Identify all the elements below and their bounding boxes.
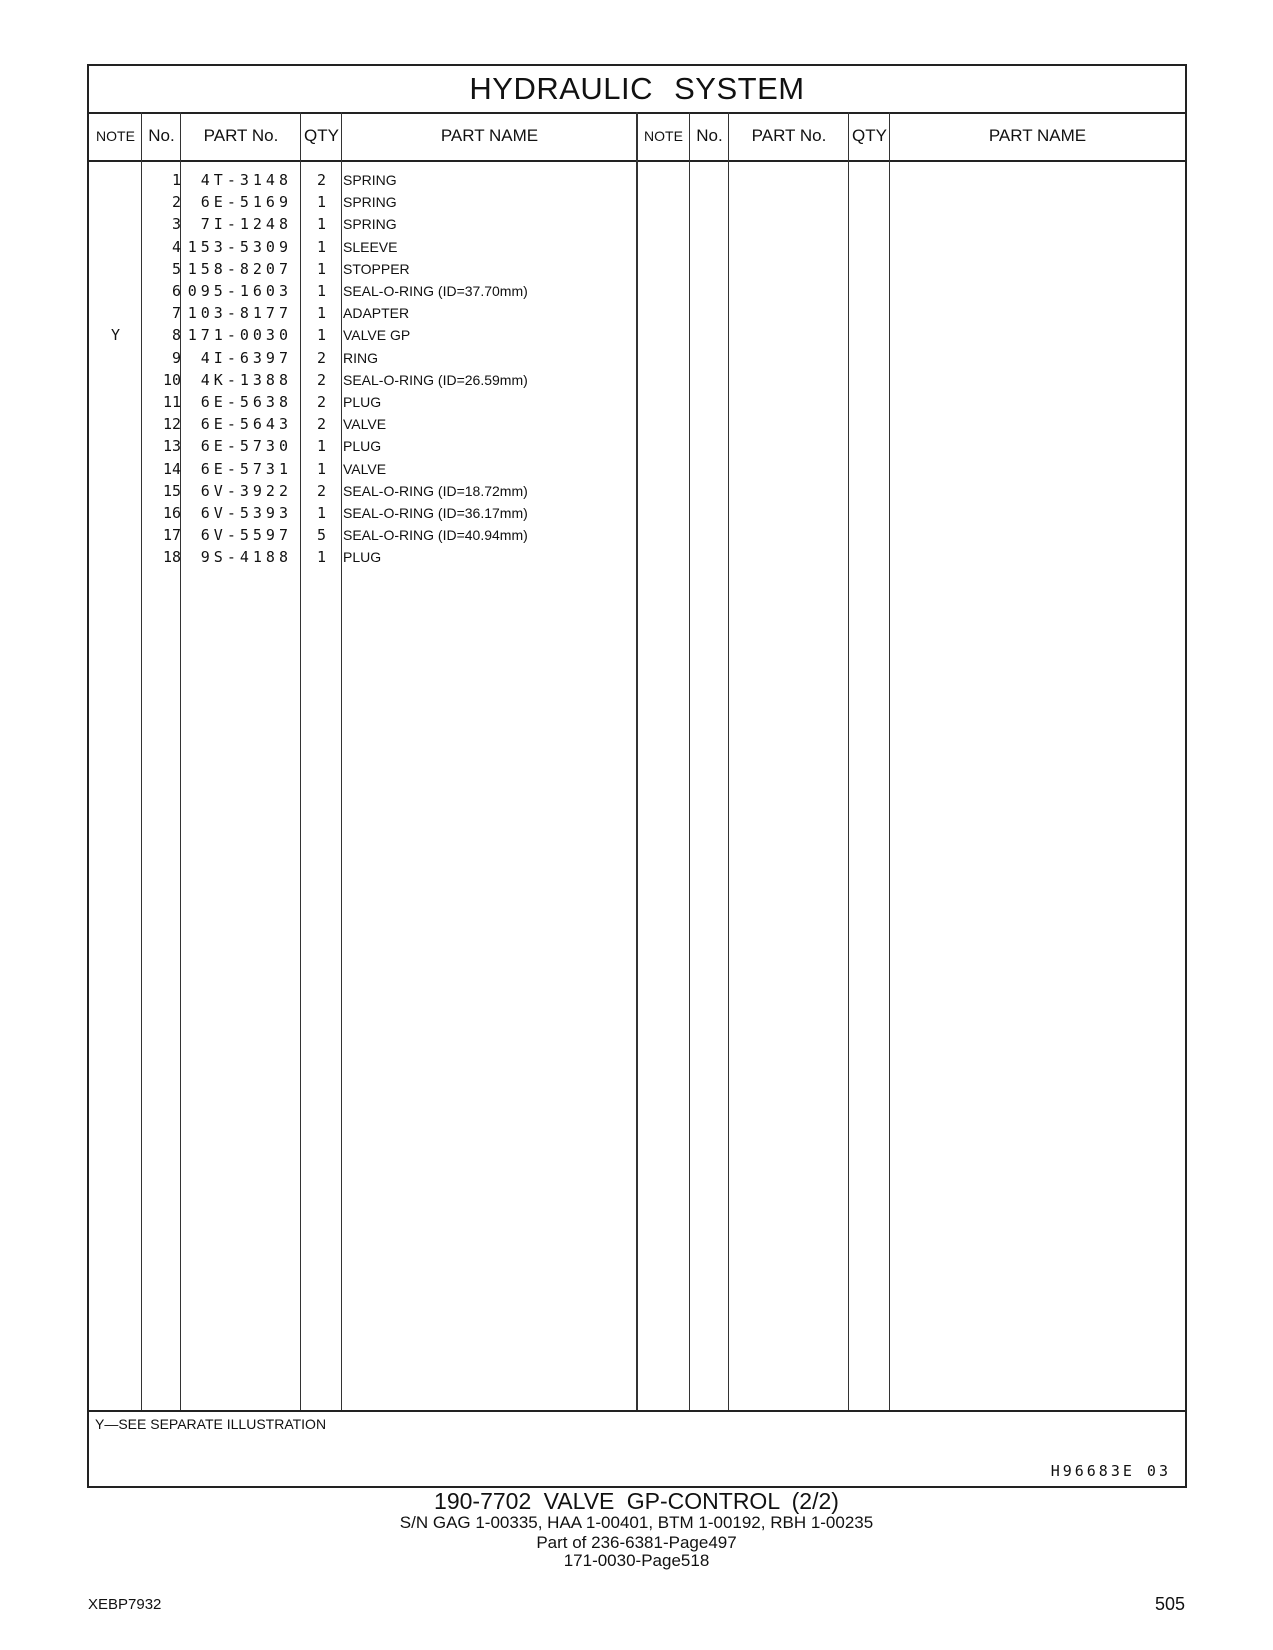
item-number-cell: 18: [162, 548, 181, 567]
quantity-cell: 1: [316, 459, 326, 478]
header-part-no-left: PART No.: [203, 126, 279, 145]
part-name-cell: ADAPTER: [343, 305, 410, 322]
table-row: [89, 480, 719, 503]
part-number-cell: 6E-5169: [200, 193, 292, 212]
caption-reference: 171-0030-Page518: [563, 1551, 710, 1570]
table-row: [89, 369, 719, 392]
item-number-cell: 2: [171, 193, 181, 212]
note-cell: [89, 524, 142, 547]
part-name-cell: PLUG: [343, 549, 382, 566]
part-number-cell: 6E-5638: [200, 393, 292, 411]
quantity-cell: 2: [316, 370, 326, 389]
part-number-cell: 4I-6397: [200, 348, 292, 367]
part-number-cell: 6E-5730: [200, 437, 292, 456]
part-number-cell: 103-8177: [187, 304, 292, 323]
part-number-cell: 7I-1248: [200, 215, 292, 234]
parts-table: [87, 64, 1187, 1488]
item-number-cell: 16: [162, 504, 181, 522]
part-name-cell: SPRING: [343, 172, 397, 188]
part-number-cell: 6V-5597: [200, 526, 292, 545]
note-cell: [89, 347, 142, 370]
header-qty-left: QTY: [304, 126, 339, 145]
table-row: [89, 169, 719, 192]
quantity-cell: 1: [316, 237, 326, 256]
part-name-cell: VALVE: [343, 416, 387, 433]
item-number-cell: 10: [162, 370, 181, 389]
table-row: [89, 391, 719, 414]
item-number-cell: 8: [171, 326, 181, 345]
note-cell: [89, 458, 142, 481]
item-number-cell: 5: [171, 259, 181, 278]
note-cell: [89, 502, 142, 525]
document-id: XEBP7932: [88, 1596, 162, 1613]
note-cell: [89, 546, 142, 569]
note-cell: [89, 236, 142, 259]
quantity-cell: 1: [316, 193, 326, 212]
caption-title: 190-7702 VALVE GP-CONTROL (2/2): [434, 1488, 839, 1514]
item-number-cell: 9: [171, 348, 181, 367]
part-name-cell: VALVE GP: [343, 327, 411, 344]
caption-part-of: Part of 236-6381-Page497: [536, 1533, 737, 1552]
part-name-cell: SEAL-O-RING (ID=26.59mm): [343, 371, 528, 388]
quantity-cell: 1: [316, 548, 326, 567]
header-part-name-left: PART NAME: [440, 126, 539, 145]
item-number-cell: 1: [171, 171, 181, 189]
note-cell: [89, 369, 142, 392]
note-cell: [89, 480, 142, 503]
item-number-cell: 7: [171, 304, 181, 323]
part-number-cell: 4T-3148: [200, 171, 292, 189]
header-no-right: No.: [696, 126, 723, 145]
part-number-cell: 6V-3922: [200, 481, 292, 500]
part-name-cell: SLEEVE: [343, 238, 398, 255]
item-number-cell: 3: [171, 215, 181, 234]
quantity-cell: 1: [316, 504, 326, 522]
table-row: [89, 258, 719, 281]
header-no-left: No.: [148, 126, 175, 145]
quantity-cell: 1: [316, 326, 326, 345]
table-row: [89, 280, 719, 303]
note-cell: [89, 191, 142, 214]
table-row: [89, 458, 719, 481]
note-cell: [89, 258, 142, 281]
item-number-cell: 15: [162, 481, 181, 500]
part-name-cell: PLUG: [343, 394, 382, 410]
part-name-cell: SEAL-O-RING (ID=40.94mm): [343, 527, 528, 544]
part-number-cell: 158-8207: [187, 259, 292, 278]
header-note-right: NOTE: [644, 128, 683, 144]
quantity-cell: 1: [316, 259, 326, 278]
quantity-cell: 5: [316, 526, 326, 545]
caption-serial-numbers: S/N GAG 1-00335, HAA 1-00401, BTM 1-00192, RBH 1-00235: [399, 1513, 874, 1532]
note-cell: [89, 391, 142, 414]
part-number-cell: 6E-5643: [200, 415, 292, 434]
part-number-cell: 095-1603: [187, 282, 292, 300]
footnote: Y—SEE SEPARATE ILLUSTRATION: [95, 1416, 327, 1432]
part-name-cell: RING: [343, 349, 378, 366]
note-cell: [89, 302, 142, 325]
section-title: HYDRAULIC SYSTEM: [89, 66, 1185, 114]
table-row: [89, 347, 719, 370]
table-row: [89, 324, 719, 347]
header-part-no-right: PART No.: [751, 126, 827, 145]
part-name-cell: SPRING: [343, 194, 397, 211]
item-number-cell: 4: [171, 237, 181, 256]
table-row: [89, 236, 719, 259]
part-number-cell: 153-5309: [187, 237, 292, 256]
note-cell: [89, 413, 142, 436]
table-row: [89, 413, 719, 436]
footer-divider: [89, 1410, 1185, 1412]
table-row: [89, 302, 719, 325]
header-part-name-right: PART NAME: [988, 126, 1087, 145]
quantity-cell: 2: [316, 171, 326, 189]
header-note-left: NOTE: [96, 128, 135, 144]
part-name-cell: VALVE: [343, 460, 387, 477]
item-number-cell: 17: [162, 526, 181, 545]
item-number-cell: 13: [162, 437, 181, 456]
illustration-code: H96683E 03: [1050, 1462, 1171, 1480]
quantity-cell: 1: [316, 215, 326, 234]
item-number-cell: 11: [162, 393, 181, 411]
quantity-cell: 1: [316, 437, 326, 456]
note-cell: [89, 169, 142, 192]
part-number-cell: 6V-5393: [200, 504, 292, 522]
note-cell: [89, 213, 142, 236]
quantity-cell: 1: [316, 282, 326, 300]
table-row: [89, 502, 719, 525]
part-number-cell: 9S-4188: [200, 548, 292, 567]
quantity-cell: 2: [316, 481, 326, 500]
page-number: 505: [1154, 1594, 1185, 1614]
header-qty-right: QTY: [852, 126, 887, 145]
quantity-cell: 2: [316, 348, 326, 367]
item-number-cell: 12: [162, 415, 181, 434]
part-name-cell: PLUG: [343, 438, 382, 455]
table-row: [89, 435, 719, 458]
part-name-cell: SEAL-O-RING (ID=18.72mm): [343, 482, 528, 499]
part-name-cell: SEAL-O-RING (ID=36.17mm): [343, 505, 528, 521]
part-number-cell: 6E-5731: [200, 459, 292, 478]
table-row: [89, 546, 719, 569]
note-cell: [89, 435, 142, 458]
table-row: [89, 213, 719, 236]
part-number-cell: 171-0030: [187, 326, 292, 345]
table-row: [89, 191, 719, 214]
table-body: [89, 160, 1185, 1410]
quantity-cell: 1: [316, 304, 326, 323]
item-number-cell: 6: [171, 282, 181, 300]
part-name-cell: STOPPER: [343, 260, 410, 277]
part-name-cell: SEAL-O-RING (ID=37.70mm): [343, 283, 528, 299]
part-name-cell: SPRING: [343, 216, 397, 233]
table-row: [89, 524, 719, 547]
item-number-cell: 14: [162, 459, 181, 478]
note-cell: [89, 280, 142, 303]
quantity-cell: 2: [316, 415, 326, 434]
part-number-cell: 4K-1388: [200, 370, 292, 389]
note-cell: Y: [110, 326, 121, 345]
quantity-cell: 2: [316, 393, 326, 411]
